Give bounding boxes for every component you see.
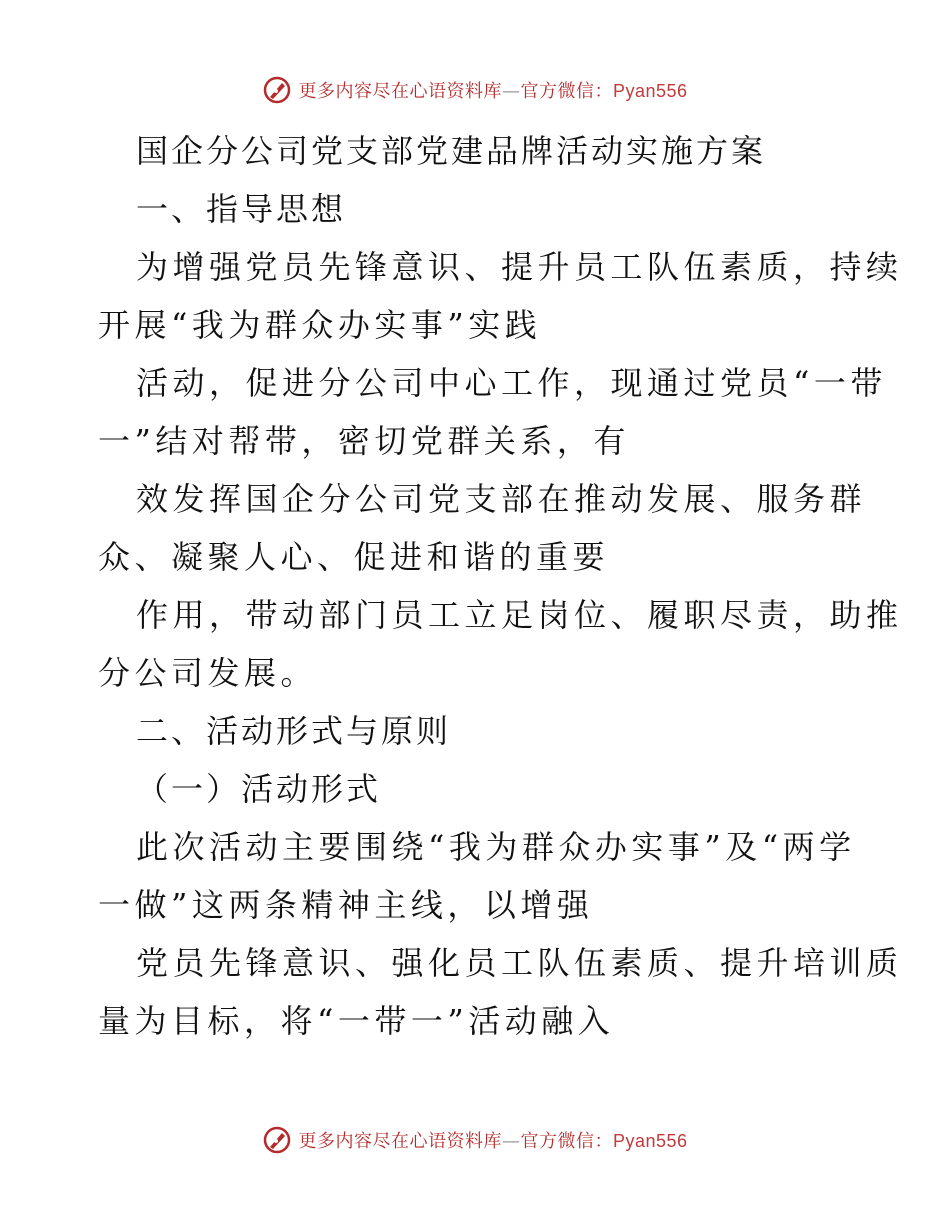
subsection-heading: （一）活动形式 (136, 770, 382, 808)
paragraph-line: 为增强党员先锋意识、提升员工队伍素质，持续 (136, 248, 903, 286)
watermark-text: 更多内容尽在心语资料库—官方微信：Pyan556 (298, 1131, 688, 1152)
paragraph-line: 分公司发展。 (98, 654, 318, 692)
paragraph-line: 一做”这两条精神主线，以增强 (98, 886, 594, 924)
paragraph-line: 党员先锋意识、强化员工队伍素质、提升培训质 (136, 944, 903, 982)
watermark-footer (0, 1122, 950, 1158)
paragraph-line: 众、凝聚人心、促进和谐的重要 (98, 538, 610, 576)
paragraph-line: 作用，带动部门员工立足岗位、履职尽责，助推 (136, 596, 903, 634)
pen-nib-logo-icon (262, 1125, 292, 1155)
section-heading-1: 一、指导思想 (136, 190, 347, 228)
document-body (98, 122, 903, 1050)
document-title: 国企分公司党支部党建品牌活动实施方案 (136, 132, 767, 170)
watermark-header (0, 72, 950, 108)
pen-nib-logo-icon (262, 75, 292, 105)
paragraph-line: 效发挥国企分公司党支部在推动发展、服务群 (136, 480, 867, 518)
paragraph-line: 量为目标，将“一带一”活动融入 (98, 1002, 615, 1040)
watermark-text: 更多内容尽在心语资料库—官方微信：Pyan556 (298, 81, 688, 102)
paragraph-line: 活动，促进分公司中心工作，现通过党员“一带 (136, 364, 887, 402)
paragraph-line: 开展“我为群众办实事”实践 (98, 306, 542, 344)
paragraph-line: 一”结对帮带，密切党群关系，有 (98, 422, 630, 460)
section-heading-2: 二、活动形式与原则 (136, 712, 452, 750)
paragraph-line: 此次活动主要围绕“我为群众办实事”及“两学 (136, 828, 856, 866)
